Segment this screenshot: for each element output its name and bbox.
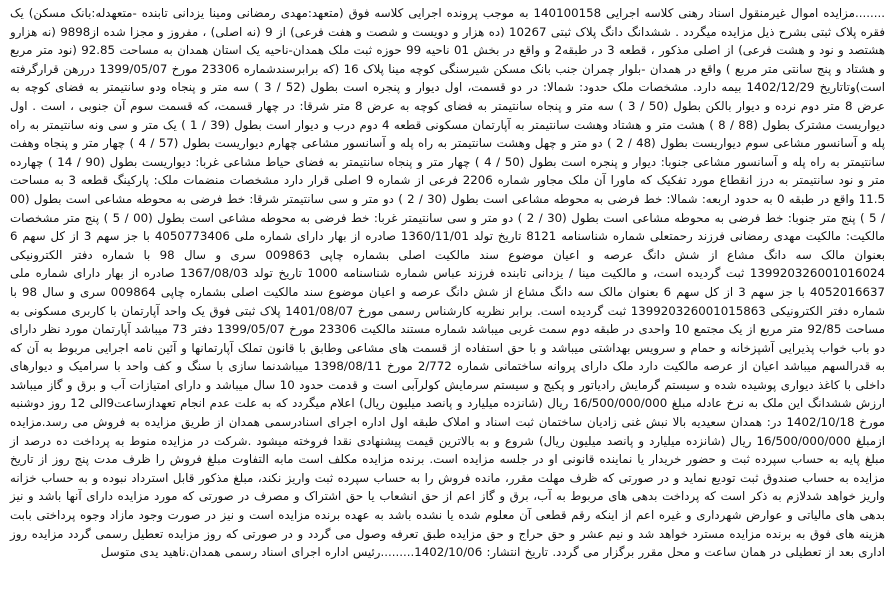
auction-notice-text: ........مزایده اموال غیرمنقول اسناد رهنی کلاسه اجرایی 140100158 به موجب پرونده اجرایی کلاسه فوق (متعهد:مهدی رمضانی ومینا یزدانی تابنده -متعهدله:بانک مسکن) یک فقره پلاک ثبتی بشرح ذیل مزایده میگردد . ششدانگ دانگ پلاک ثبتی 10267 (ده هزار و دویست و شصت و هفت فرعی) از 9 (نه اصلی) ، مفروز و مجزا شده از9898 (نه هزارو هشتصد و نود و هشت فرعی) از اصلی مذکور ، قطعه 3 در طبقه2 و واقع در بخش 01 ناحیه 99 حوزه ثبت ملک همدان-ناحیه یک استان همدان به مساحت 92.85 (نود متر مربع و هشتاد و پنج سانتی متر مربع ) واقع در همدان -بلوار چمران جنب بانک مسکن شیرسنگی کوچه مینا پلاک 16 (که برابرسندشماره 23306 مورخ 1399/05/07 دررهن قرارگرفته است)وتاتاریخ 1402/12/29 بیمه دارد. مشخصات ملک حدود: شمالا: در دو قسمت، اول دیوار و پنجره است بطول (52 / 3 ) سه متر و پنجاه ودو سانتیمتر به فضای کوچه به عرض 8 متر دوم نرده و دیوار بالکن بطول (50 / 3 ) سه متر و پنجاه سانتیمتر به فضای کوچه به عرض 8 متر شرقا: در چهار قسمت، که قسمت سوم آن جنوبی ، است . اول دیواریست مشترک بطول (88 / 8 ) هشت متر و هشتاد وهشت سانتیمتر به آپارتمان مسکونی قطعه 4 دوم درب و دیوار است بطول (39 / 1 ) یک متر و سی ونه سانتیمتر به راه پله و آسانسور مشاعی سوم دیواریست بطول (48 / 2 ) دو متر و چهل وهشت سانتیمتر به راه پله و آسانسور مشاعی چهارم دیواریست بطول (57 / 4 ) چهار متر و پنجاه وهفت سانتیمتر به راه پله و آسانسور مشاعی جنوبا: دیوار و پنجره است بطول (50 / 4 ) چهار متر و پنجاه سانتیمتر به فضای حیاط مشاعی غربا: دیواریست بطول (90 / 14 ) چهارده متر و نود سانتیمتر به درز انقطاع مورد تفکیک که ماورا آن ملک مجاور شماره 2206 فرعی از شماره 9 اصلی قرار دارد مشخصات منضمات ملک: پارکینگ قطعه 3 به مساحت 11.5 واقع در طبقه 0 به حدود اربعه: شمالا: خط فرضی به محوطه مشاعی است بطول (30 / 2 ) دو متر و سی سانتیمتر شرقا: خط فرضی به محوطه مشاعی است بطول (00 / 5 ) پنج متر جنوبا: خط فرضی به محوطه مشاعی است بطول (30 / 2 ) دو متر و سی سانتیمتر غربا: خط فرضی به محوطه مشاعی است بطول (00 / 5 ) پنج متر مشخصات مالکیت: مالکیت مهدی رمضانی فرزند رحمتعلی شماره شناسنامه 8121 تاریخ تولد 1360/11/01 صادره از بهار دارای شماره ملی 4050773406 با جز سهم 3 از کل سهم 6 بعنوان مالک سه دانگ مشاع از شش دانگ عرصه و اعیان موضوع سند مالکیت اصلی بشماره چاپی 009863 سری و سال 98 با شماره دفتر الکترونیکی 139920326001016024 ثبت گردیده است، و مالکیت مینا / یزدانی تابنده فرزند عباس شماره شناسنامه 1000 تاریخ تولد 1367/08/03 صادره از بهار دارای شماره ملی 4052016637 با جز سهم 3 از کل سهم 6 بعنوان مالک سه دانگ مشاع از شش دانگ عرصه و اعیان موضوع سند مالکیت اصلی بشماره چاپی 009864 سری و سال 98 با شماره دفتر الکترونیکی 139920326001015863 ثبت گردیده است. برابر نظریه کارشناس رسمی مورخ 1401/08/07 پلاک ثبتی فوق یک واحد آپارتمان با کاربری مسکونی به مساحت 92/85 متر مربع از یک مجتمع 10 واحدی در طبقه دوم سمت غربی میباشد شماره مستند مالکیت 23306 مورخ 1399/05/07 دفتر 73 میباشد آپارتمان مورد نظر دارای دو باب خواب پذیرایی آشپزخانه و حمام و سرویس بهداشتی میباشد و با حق استفاده از قسمت های مشاعی وطابق با قانون تملک آپارتمانها و آئین نامه اجرایی مربوط به آن که به قدرالسهم میباشد اعیان از عرصه مالکیت دارد ملک دارای پروانه ساختمانی شماره 2/772 مورخ 1398/08/11 میباشدنما سازی با سنگ و کف واحد با سرامیک و دیوارهای داخلی با کاغذ دیواری پوشیده شده و سیستم گرمایش رادیاتور و پکیج و سیستم سرمایش کولرآبی است و قدمت حدود 10 سال میباشد و دارای امتیازات آب و برق و گاز میباشد ارزش ششدانگ این ملک به نرخ عادله مبلغ 16/500/000/000 ریال (شانزده میلیارد و پانصد میلیون ریال) اعلام میگردد که به علت عدم انجام تعهدازساعت9الی 12 روز دوشنبه مورخ 1402/10/18 در: همدان سعیدیه بالا نبش غنی زادیان ساختمان ثبت اسناد و املاک طبقه اول اداره اجرای اسنادرسمی همدان از طریق مزایده به فروش می رسد.مزایده ازمبلغ 16/500/000/000 ریال (شانزده میلیارد و پانصد میلیون ریال) شروع و به بالاترین قیمت پیشنهادی نقدا فروخته میشود .شرکت در مزایده منوط به پرداخت ده درصد از مبلغ پایه به حساب سپرده ثبت و حضور خریدار یا نماینده قانونی او در جلسه مزایده است. برنده مزایده مکلف است مابه التفاوت مبلغ فروش را ظرف مدت پنج روز از تاریخ مزایده به حساب صندوق ثبت تودیع نماید و در صورتی که ظرف مهلت مقرر، مانده فروش را به حساب سپرده ثبت واریز نکند، مبلغ مذکور قابل استرداد نبوده و به حساب خزانه واریز خواهد شدلازم به ذکر است که پرداخت بدهی های مربوط به آب، برق و گاز اعم از حق انشعاب یا حق اشتراک و مصرف در صورتی که مورد مزایده دارای آنها باشد و نیز بدهی های مالیاتی و عوارض شهرداری و غیره اعم از اینکه رقم قطعی آن معلوم شده یا نشده باشد به عهده برنده مزایده است و نیز در صورت وجود مازاد وجوه پرداختی بابت هزینه های فوق به برنده مزایده مسترد خواهد شد و نیم عشر و حق حراج و حق مزایده طبق تعرفه وصول می گردد و در صورتی که روز مزایده تعطیل رسمی گردد مزایده روز اداری بعد از تعطیلی در همان ساعت و محل مقرر برگزار می گردد. تاریخ انتشار: 1402/10/06.........رئیس اداره اجرای اسناد رسمی همدان.ناهید یدی متوسل (10, 6, 886, 560)
